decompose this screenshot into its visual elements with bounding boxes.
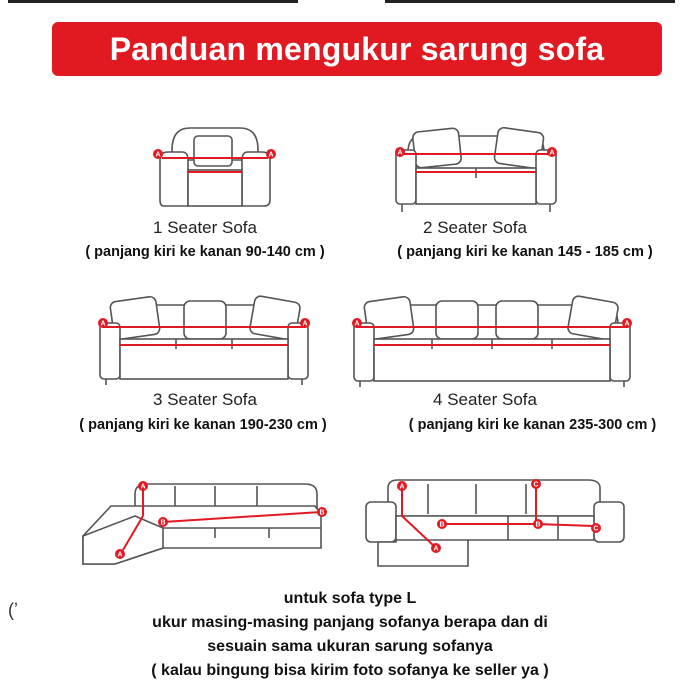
sofa-range-4: ( panjang kiri ke kanan 235-300 cm ) xyxy=(408,417,657,433)
svg-text:A: A xyxy=(140,483,146,491)
svg-text:A: A xyxy=(117,551,123,559)
svg-text:B: B xyxy=(439,521,445,529)
svg-text:A: A xyxy=(397,149,403,157)
three-seater-sofa-illustration xyxy=(96,293,312,387)
sofa-range-1: ( panjang kiri ke kanan 90-140 cm ) xyxy=(85,244,325,260)
sofa-range-3: ( panjang kiri ke kanan 190-230 cm ) xyxy=(79,417,327,433)
title-banner xyxy=(52,22,662,76)
svg-text:A: A xyxy=(433,545,439,553)
svg-text:B: B xyxy=(319,509,325,517)
svg-text:A: A xyxy=(549,149,555,157)
sofa-range-2: ( panjang kiri ke kanan 145 - 185 cm ) xyxy=(397,244,653,260)
u-shape-sofa-illustration-2 xyxy=(358,474,632,574)
sofa-name-1: 1 Seater Sofa xyxy=(153,218,257,237)
footer-line-1: untuk sofa type L xyxy=(283,590,417,607)
sofa-name-2: 2 Seater Sofa xyxy=(423,218,527,237)
four-seater-sofa-illustration xyxy=(350,293,634,389)
svg-text:C: C xyxy=(593,525,599,533)
l-shape-sofa-illustration-1 xyxy=(75,476,335,576)
two-seater-sofa-illustration xyxy=(392,122,560,214)
svg-text:A: A xyxy=(268,151,274,159)
svg-text:A: A xyxy=(399,483,405,491)
svg-text:A: A xyxy=(354,320,360,328)
footer-line-3: sesuain sama ukuran sarung sofanya xyxy=(207,638,493,655)
svg-text:A: A xyxy=(100,320,106,328)
one-seater-sofa-illustration xyxy=(150,120,280,212)
footer-line-2: ukur masing-masing panjang sofanya berapa dan di xyxy=(152,614,548,631)
svg-text:A: A xyxy=(624,320,630,328)
svg-text:B: B xyxy=(535,521,541,529)
sofa-name-4: 4 Seater Sofa xyxy=(433,390,537,409)
svg-text:A: A xyxy=(155,151,161,159)
svg-text:B: B xyxy=(160,519,166,527)
top-divider-left xyxy=(8,0,298,3)
footer-line-4: ( kalau bingung bisa kirim foto sofanya ke seller ya ) xyxy=(151,662,549,679)
side-mark: (ʼ xyxy=(8,600,18,620)
page-title: Panduan mengukur sarung sofa xyxy=(109,30,605,67)
svg-text:A: A xyxy=(302,320,308,328)
top-divider-right xyxy=(385,0,675,3)
svg-text:C: C xyxy=(533,481,539,489)
sofa-name-3: 3 Seater Sofa xyxy=(153,390,257,409)
